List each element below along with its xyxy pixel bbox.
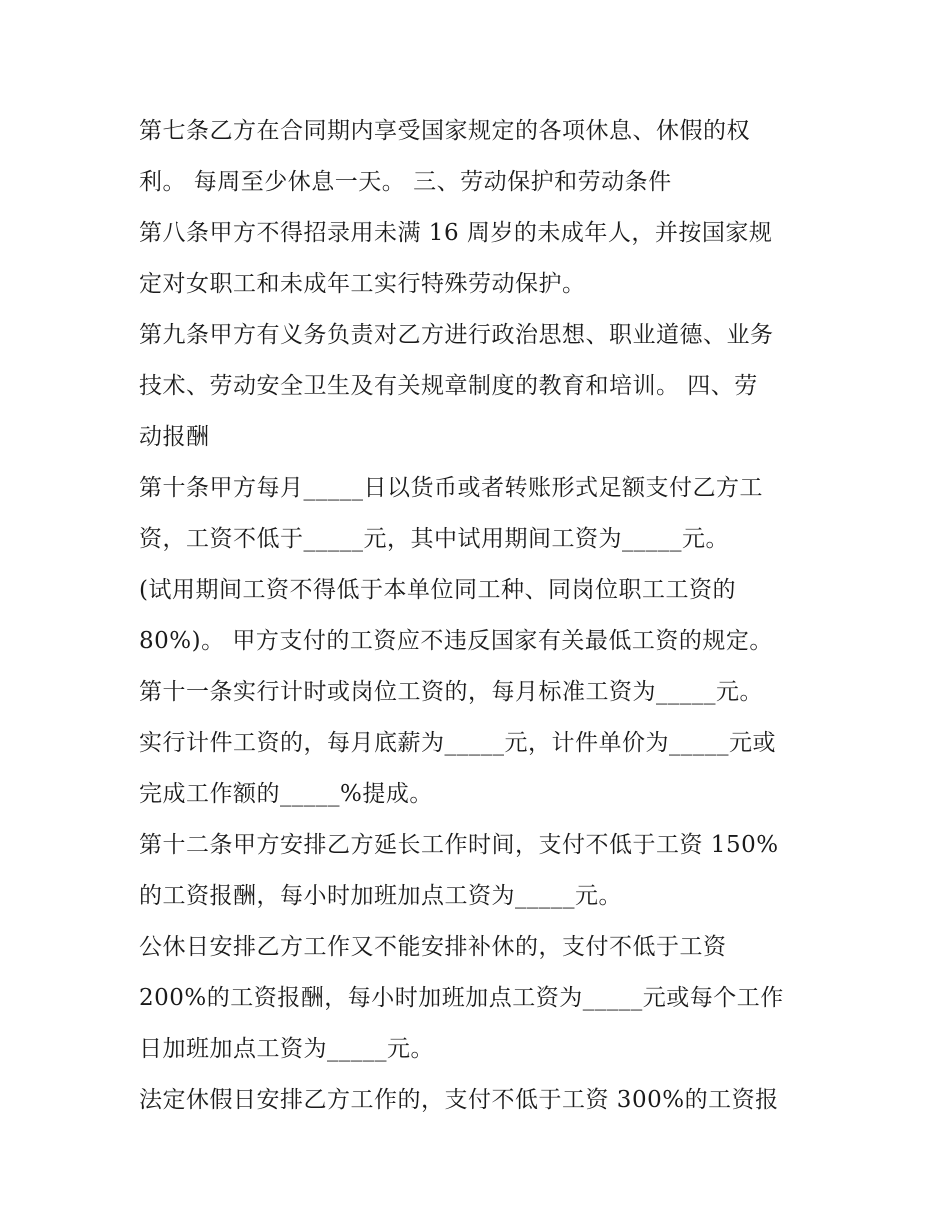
text-line: 第七条乙方在合同期内享受国家规定的各项休息、休假的权 bbox=[139, 118, 750, 144]
text-line: 定对女职工和未成年工实行特殊劳动保护。 bbox=[139, 271, 586, 297]
text-line: 第十二条甲方安排乙方延长工作时间，支付不低于工资 150% bbox=[139, 832, 779, 858]
text-line: 80%)。 甲方支付的工资应不违反国家有关最低工资的规定。 bbox=[139, 628, 773, 654]
text-line: 第十一条实行计时或岗位工资的，每月标准工资为_____元。 bbox=[139, 679, 763, 705]
text-line: 完成工作额的_____%提成。 bbox=[139, 781, 433, 807]
text-line: 的工资报酬，每小时加班加点工资为_____元。 bbox=[139, 883, 622, 909]
text-line: 第十条甲方每月_____日以货币或者转账形式足额支付乙方工 bbox=[139, 475, 763, 501]
text-line: 实行计件工资的，每月底薪为_____元，计件单价为_____元或 bbox=[139, 730, 776, 756]
text-line: 资，工资不低于_____元，其中试用期间工资为_____元。 bbox=[139, 526, 729, 552]
text-line: 200%的工资报酬，每小时加班加点工资为_____元或每个工作 bbox=[139, 985, 784, 1011]
text-line: (试用期间工资不得低于本单位同工种、同岗位职工工资的 bbox=[139, 577, 736, 603]
text-line: 利。 每周至少休息一天。 三、劳动保护和劳动条件 bbox=[139, 169, 672, 195]
text-line: 日加班加点工资为_____元。 bbox=[139, 1036, 434, 1062]
document-body bbox=[139, 106, 829, 1126]
text-line: 第八条甲方不得招录用未满 16 周岁的未成年人，并按国家规 bbox=[139, 220, 773, 246]
text-line: 公休日安排乙方工作又不能安排补休的，支付不低于工资 bbox=[139, 934, 727, 960]
text-line: 动报酬 bbox=[139, 424, 210, 450]
text-line: 法定休假日安排乙方工作的，支付不低于工资 300%的工资报 bbox=[139, 1087, 779, 1113]
text-line: 技术、劳动安全卫生及有关规章制度的教育和培训。 四、劳 bbox=[139, 373, 758, 399]
text-line: 第九条甲方有义务负责对乙方进行政治思想、职业道德、业务 bbox=[139, 322, 774, 348]
